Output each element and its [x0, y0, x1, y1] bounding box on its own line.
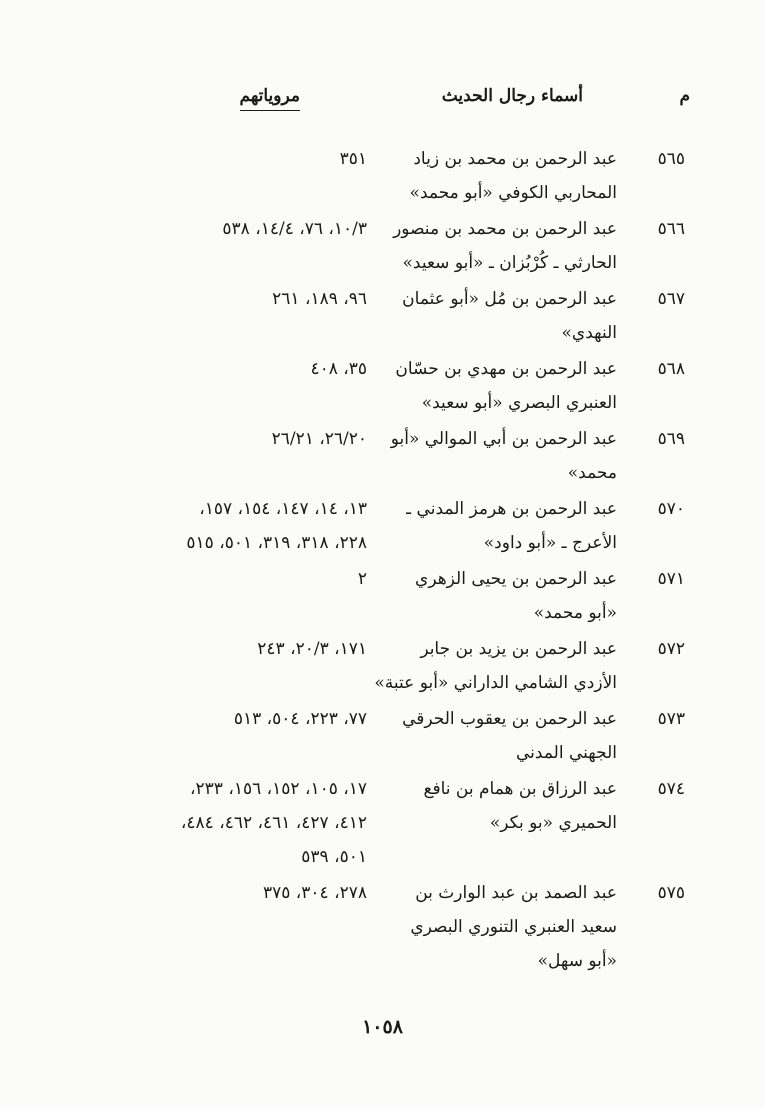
list-item [0, 876, 765, 980]
narration-refs-line: ٥٠١، ٥٣٩ [301, 847, 367, 867]
narrator-name-line: عبد الرحمن بن محمد بن زياد [413, 149, 617, 169]
narrator-name-line: عبد الرحمن بن يعقوب الحرقي [402, 709, 617, 729]
narrator-name-line: عبد الرزاق بن همام بن نافع [423, 779, 617, 799]
header-name-label: أسماء رجال الحديث [441, 86, 583, 106]
list-item [0, 352, 765, 422]
narrator-name-line: عبد الرحمن بن يزيد بن جابر [420, 639, 617, 659]
narrator-name-line: الجهني المدني [516, 743, 617, 763]
narrator-name-line: الحميري «بو بكر» [489, 813, 617, 833]
narration-refs [67, 212, 367, 246]
narrator-name [377, 352, 617, 420]
narrator-name-line: الحارثي ـ كُرْبُزان ـ «أبو سعيد» [402, 253, 617, 273]
entry-number: ٥٧١ [657, 569, 685, 589]
table-header [0, 86, 765, 120]
narrator-name [377, 876, 617, 978]
narration-refs-line: ٢٢٨، ٣١٨، ٣١٩، ٥٠١، ٥١٥ [186, 533, 367, 553]
narration-refs-line: ١٧، ١٠٥، ١٥٢، ١٥٦، ٢٣٣، [190, 779, 367, 799]
narration-refs [67, 562, 367, 596]
narration-refs [67, 282, 367, 316]
narration-refs-line: ٢٦/٢٠، ٢٦/٢١ [271, 429, 367, 449]
narration-refs-line: ١٣، ١٤، ١٤٧، ١٥٤، ١٥٧، [199, 499, 367, 519]
entry-number: ٥٧٤ [657, 779, 685, 799]
narration-refs-line: ١٧١، ٢٠/٣، ٢٤٣ [257, 639, 367, 659]
narrator-name-line: الأعرج ـ «أبو داود» [483, 533, 617, 553]
list-item [0, 632, 765, 702]
narration-refs [67, 632, 367, 666]
narrator-name-line: المحاربي الكوفي «أبو محمد» [409, 183, 617, 203]
narrator-name-line: عبد الرحمن بن هرمز المدني ـ [406, 499, 617, 519]
narration-refs [67, 702, 367, 736]
entry-number: ٥٦٩ [657, 429, 685, 449]
narration-refs-line: ٢٧٨، ٣٠٤، ٣٧٥ [263, 883, 367, 903]
narration-refs [67, 352, 367, 386]
narration-refs-line: ٩٦، ١٨٩، ٢٦١ [272, 289, 367, 309]
narrator-name-line: عبد الرحمن بن مُل «أبو عثمان [402, 289, 617, 309]
narrator-name-line: عبد الرحمن بن مهدي بن حسّان [395, 359, 617, 379]
list-item [0, 772, 765, 876]
narrator-name-line: النهدي» [561, 323, 617, 343]
list-item [0, 492, 765, 562]
narrator-name [377, 282, 617, 350]
header-number-label: م [679, 86, 690, 106]
list-item [0, 142, 765, 212]
narrator-name-line: سعيد العنبري التنوري البصري [410, 917, 617, 937]
entry-number: ٥٧٢ [657, 639, 685, 659]
narrator-name [377, 492, 617, 560]
narrator-name [377, 142, 617, 210]
narrator-name [374, 632, 617, 700]
list-item [0, 422, 765, 492]
list-item [0, 282, 765, 352]
entry-number: ٥٧٠ [657, 499, 685, 519]
narration-refs [67, 772, 367, 874]
entries-list [0, 142, 765, 980]
narration-refs [67, 876, 367, 910]
list-item [0, 702, 765, 772]
narrator-name-line: الأزدي الشامي الداراني «أبو عتبة» [374, 673, 617, 693]
entry-number: ٥٦٦ [657, 219, 685, 239]
narrator-name-line: عبد الرحمن بن أبي الموالي «أبو [390, 429, 617, 449]
narration-refs-line: ١٠/٣، ٧٦، ١٤/٤، ٥٣٨ [222, 219, 367, 239]
header-narrations-label: مروياتهم [240, 86, 301, 111]
narration-refs [67, 142, 367, 176]
list-item [0, 562, 765, 632]
narrator-name [377, 422, 617, 490]
narrator-name [377, 212, 617, 280]
narration-refs-line: ٢ [357, 569, 367, 589]
entry-number: ٥٦٧ [657, 289, 685, 309]
page-number: ١٠٥٨ [362, 1016, 403, 1038]
list-item [0, 212, 765, 282]
narrator-name [377, 772, 617, 840]
entry-number: ٥٧٥ [657, 883, 685, 903]
narration-refs-line: ٣٥١ [339, 149, 367, 169]
narrator-name [377, 702, 617, 770]
narrator-name-line: عبد الرحمن بن محمد بن منصور [393, 219, 617, 239]
narrator-name-line: «أبو محمد» [533, 603, 617, 623]
narrator-name-line: عبد الصمد بن عبد الوارث بن [415, 883, 617, 903]
narrator-name [377, 562, 617, 630]
narration-refs [67, 422, 367, 456]
narration-refs-line: ٧٧، ٢٢٣، ٥٠٤، ٥١٣ [233, 709, 367, 729]
narrator-name-line: عبد الرحمن بن يحيى الزهري [415, 569, 617, 589]
narration-refs [67, 492, 367, 560]
entry-number: ٥٧٣ [657, 709, 685, 729]
entry-number: ٥٦٨ [657, 359, 685, 379]
narrator-name-line: العنبري البصري «أبو سعيد» [421, 393, 617, 413]
entry-number: ٥٦٥ [657, 149, 685, 169]
narrator-name-line: «أبو سهل» [537, 951, 617, 971]
narration-refs-line: ٣٥، ٤٠٨ [310, 359, 367, 379]
narration-refs-line: ٤١٢، ٤٢٧، ٤٦١، ٤٦٢، ٤٨٤، [180, 813, 367, 833]
narrator-name-line: محمد» [567, 463, 617, 483]
